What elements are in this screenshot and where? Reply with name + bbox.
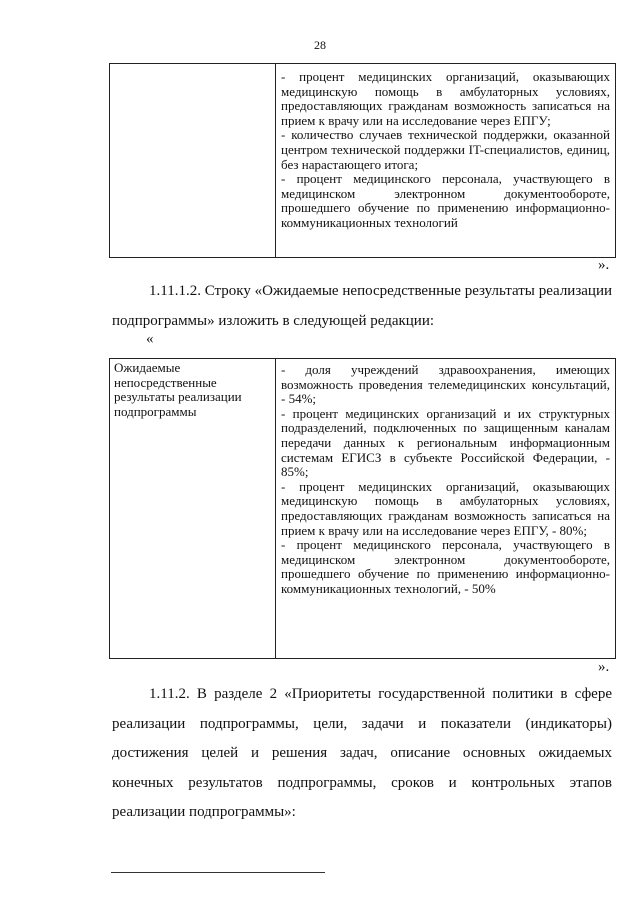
table1-left-cell-text [110, 64, 275, 68]
table1-right-cell [276, 64, 616, 258]
table2-left-cell-text: Ожидаемые непосредственные результаты реализации подпрограммы [114, 360, 242, 419]
table2-item: - доля учреждений здравоохранения, имеющих возможность проведения телемедицинских консультаций, - 54%; [281, 362, 610, 407]
continuation-table [109, 63, 616, 258]
closing-quote: ». [598, 257, 610, 273]
opening-quote: « [146, 331, 154, 347]
page-number: 28 [314, 38, 326, 52]
table1-item: - процент медицинских организаций, оказывающих медицинскую помощь в амбулаторных условиях, предоставляющих гражданам возможность записаться на прием к врачу или на исследование через ЕПГУ; [281, 69, 610, 128]
paragraph-1-11-1-2: 1.11.1.2. Строку «Ожидаемые непосредственные результаты реализации подпрограммы» изложить в следующей редакции: [112, 283, 612, 329]
table1-item: - количество случаев технической поддержки, оказанной центром технической поддержки IT-специалистов, единиц, без нарастающего итога; [281, 127, 610, 172]
table1-item: - процент медицинского персонала, участвующего в медицинском электронном документообороте, прошедшего обучение по применению информационно-коммуникационных технологий [281, 171, 610, 230]
table2-item: - процент медицинского персонала, участвующего в медицинском электронном документообороте, прошедшего обучение по применению информационно-коммуникационных технологий, - 50% [281, 537, 610, 596]
table2-left-cell [110, 359, 276, 659]
table2-item: - процент медицинских организаций и их структурных подразделений, подключенных по защищенным каналам передачи данных к региональным информационным системам ЕГИСЗ в субъекте Российской Федерации, - 85%; [281, 405, 610, 480]
closing-quote: ». [598, 659, 610, 675]
footer-rule [111, 872, 325, 873]
paragraph-1-11-2: 1.11.2. В разделе 2 «Приоритеты государственной политики в сфере реализации подпрограммы, цели, задачи и показатели (индикаторы) достижения целей и решения задач, описание основных ожидаемых конечных результатов подпрограммы, сроков и контрольных этапов реализации подпрограммы»: [112, 686, 612, 820]
results-table [109, 358, 616, 659]
table2-item: - процент медицинских организаций, оказывающих медицинскую помощь в амбулаторных условиях, предоставляющих гражданам возможность записаться на прием к врачу или на исследование через ЕПГУ, - 80%; [281, 478, 610, 538]
table1-left-cell [110, 64, 276, 258]
table2-right-cell [276, 359, 616, 659]
